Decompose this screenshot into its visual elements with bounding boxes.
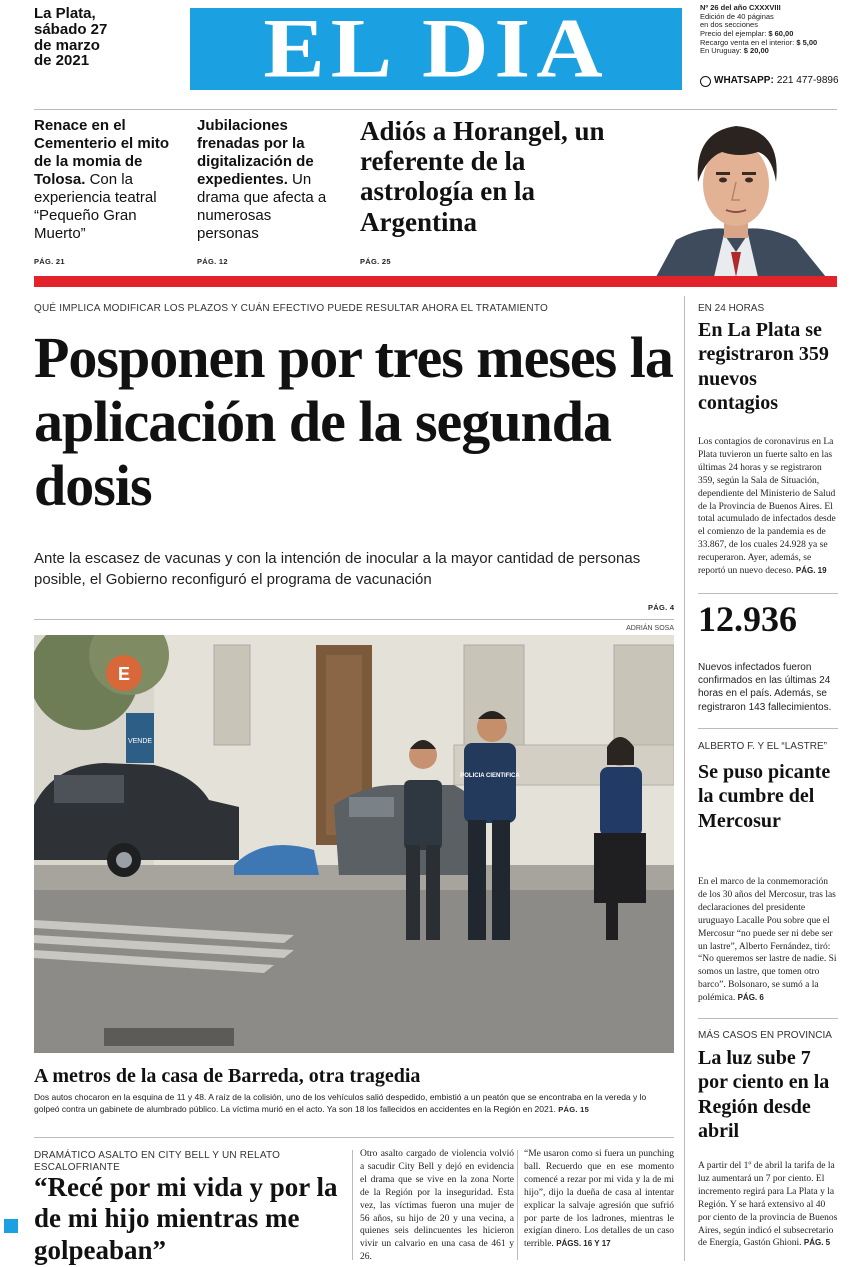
teaser-rest: Un drama que afecta a numerosas personas [197,171,327,242]
bottom-col2-text: “Me usaron como si fuera un punching ball. Recuerdo que en ese momento comencé a rezar por mi vida y la de mi hijo”, dijo la dueña de casa al intentar explicar la salvaje agresión que sufrió por parte de los ladrones, mientras le exigían dinero. Los detalles de un caso terrible. [524,1149,674,1250]
column-divider [517,1150,518,1260]
main-deck: Ante la escasez de vacunas y con la intención de inocular a la mayor cantidad de personas posible, el Gobierno reconfiguró el programa de vacunación [34,550,641,588]
page-ref: PÁG. 25 [360,257,391,266]
section-divider-red [34,276,837,287]
uruguay-line [700,47,848,56]
teaser-rest: Con la experiencia teatral “Pequeño Gran Muerto” [34,171,157,242]
teaser-bold: Renace en el Cementerio el mito de la momia de Tolosa. [34,117,170,188]
price-value: $ 60,00 [768,28,794,38]
shop-sign: VENDE [127,738,153,745]
stat-text: Nuevos infectados fueron confirmados en las últimas 24 horas en el país. Además, se registraron 143 fallecimientos. [698,662,832,713]
page-ref: PÁG. 15 [558,1105,590,1115]
whatsapp-label: WHATSAPP: [714,75,774,86]
sidebar-kicker: MÁS CASOS EN PROVINCIA [698,1030,832,1041]
photo-story-headline[interactable]: A metros de la casa de Barreda, otra tragedia [34,1065,421,1087]
divider [698,1018,838,1019]
teaser-jubilaciones[interactable] [197,117,337,243]
divider [34,1137,674,1138]
uruguay-label: En Uruguay: [700,46,742,56]
vest-label: POLICIA CIENTIFICA [460,773,520,779]
surcharge-label: Recargo venta en el interior: [700,37,795,47]
teaser-bold: Jubilaciones frenadas por la digitalización de expedientes. [197,117,314,188]
main-kicker: QUÉ IMPLICA MODIFICAR LOS PLAZOS Y CUÁN EFECTIVO PUEDE RESULTAR AHORA EL TRATAMIENTO [34,303,548,314]
page-ref: PÁG. 4 [648,603,675,612]
sidebar-body [698,1160,838,1250]
bottom-headline[interactable]: “Recé por mi vida y por la de mi hijo mientras me golpeaban” [34,1172,338,1265]
sidebar-body-text: Los contagios de coronavirus en La Plata tuvieron un fuerte salto en las últimas 24 horas y se registraron 359, según la Sala de Situación, dependiente del Ministerio de Salud de la Provincia de Buenos Aires. El total acumulado de infectados desde el comienzo de la pandemia es de 33.867, de los cuales 24.928 ya se recuperaron. Ayer, además, se reportó un nuevo deceso. [698,437,836,577]
horangel-portrait[interactable] [636,112,836,277]
whatsapp-number: 221 477-9896 [776,75,839,86]
main-headline[interactable]: Posponen por tres meses la aplicación de la segunda dosis [34,325,673,518]
page-ref: PÁGS. 16 Y 17 [556,1239,611,1249]
date-line: sábado 27 [34,20,108,38]
column-divider [352,1150,353,1260]
sidebar-kicker: EN 24 HORAS [698,303,765,314]
sidebar-body [698,436,838,578]
bottom-body-col1: Otro asalto cargado de violencia volvió a sacudir City Bell y dejó en evidencia el drama que se vive en la zona Norte de la Región por la inseguridad. Esta vez, las víctimas fueron una mujer de 56 años, su hijo de 20 y una vecina, a quienes seis delincuentes les hicieron vivir un calvario en una casa de 461 y 26. [360,1149,514,1263]
bottom-body-col2 [524,1148,674,1251]
surcharge-value: $ 5,00 [796,37,818,47]
sidebar-headline-contagios[interactable]: En La Plata se registraron 359 nuevos contagios [698,319,829,415]
masthead-dateline [34,6,154,69]
edition-pages: Edición de 40 páginas [700,11,774,21]
divider [34,109,837,110]
sidebar-kicker: ALBERTO F. Y EL “LASTRE” [698,741,827,752]
photo-story-text: Dos autos chocaron en la esquina de 11 y 48. A raíz de la colisión, uno de los vehículos salió despedido, embistió a un peatón que se encontraba en la vereda y lo golpeó contra un gabinete de alumbrado público. La víctima murió en el acto. Ya son 18 los fallecidos en accidentes en la Región en 2021. [34,1092,647,1115]
page-ref: PÁG. 12 [197,257,228,266]
date-line: de marzo [34,36,100,54]
page-ref: PÁG. 5 [803,1238,831,1248]
portrait-illustration [636,112,836,277]
sidebar-body [698,876,838,1005]
stat-number: 12.936 [698,599,797,639]
price-label: Precio del ejemplar: [700,28,767,38]
whatsapp-icon [700,76,711,87]
sidebar-headline-mercosur[interactable]: Se puso picante la cumbre del Mercosur [698,761,831,832]
edition-number: Nº 26 del año CXXXVIII [700,3,781,12]
uruguay-value: $ 20,00 [743,46,769,56]
horangel-headline[interactable]: Adiós a Horangel, un referente de la astrología en la Argentina [360,116,605,237]
divider [698,593,838,594]
shop-letter: E [117,664,131,684]
divider [698,728,838,729]
bottom-kicker: DRAMÁTICO ASALTO EN CITY BELL Y UN RELATO ESCALOFRIANTE [34,1150,281,1173]
sidebar-headline-luz[interactable]: La luz sube 7 por ciento en la Región desde abril [698,1047,830,1143]
page-ref: PÁG. 21 [34,257,65,266]
page-ref: PÁG. 19 [795,566,827,576]
sidebar-body-text: En el marco de la conmemoración de los 30 años del Mercosur, tras las declaraciones del presidente uruguayo Lacalle Pou sobre que el Mercosur “no puede ser ni debe ser un lastre”, Alberto Fernández, tiró: “No queremos ser lastre de nadie. Si somos un lastre, que tomen otro barco”. Bolsonaro, se sumó a la polémica. [698,877,837,1004]
brand-square [4,1219,18,1233]
teaser-momia[interactable] [34,117,182,243]
accident-photo[interactable] [34,635,674,1053]
divider [34,619,674,620]
edition-info [700,4,848,56]
sidebar-body-text: A partir del 1º de abril la tarifa de la luz aumentará un 7 por ciento. El incremento regirá para La Plata y la Región. Y se hará extensivo al 40 por ciento de la provincia de Buenos Aires, según indicó el subsecretario de Energía, Gastón Ghioni. [698,1161,838,1249]
page-ref: PÁG. 6 [737,993,764,1003]
logo-text: EL DIA [263,8,609,90]
photo-credit: ADRIÁN SOSA [626,625,674,632]
photo-story-body [34,1091,674,1116]
whatsapp-contact[interactable] [700,75,848,87]
city: La Plata, [34,5,96,22]
sidebar-divider [684,296,685,1261]
el-dia-logo[interactable] [190,8,682,90]
edition-sections: en dos secciones [700,20,758,30]
date-line: de 2021 [34,52,90,70]
street-scene-illustration [34,635,674,1053]
